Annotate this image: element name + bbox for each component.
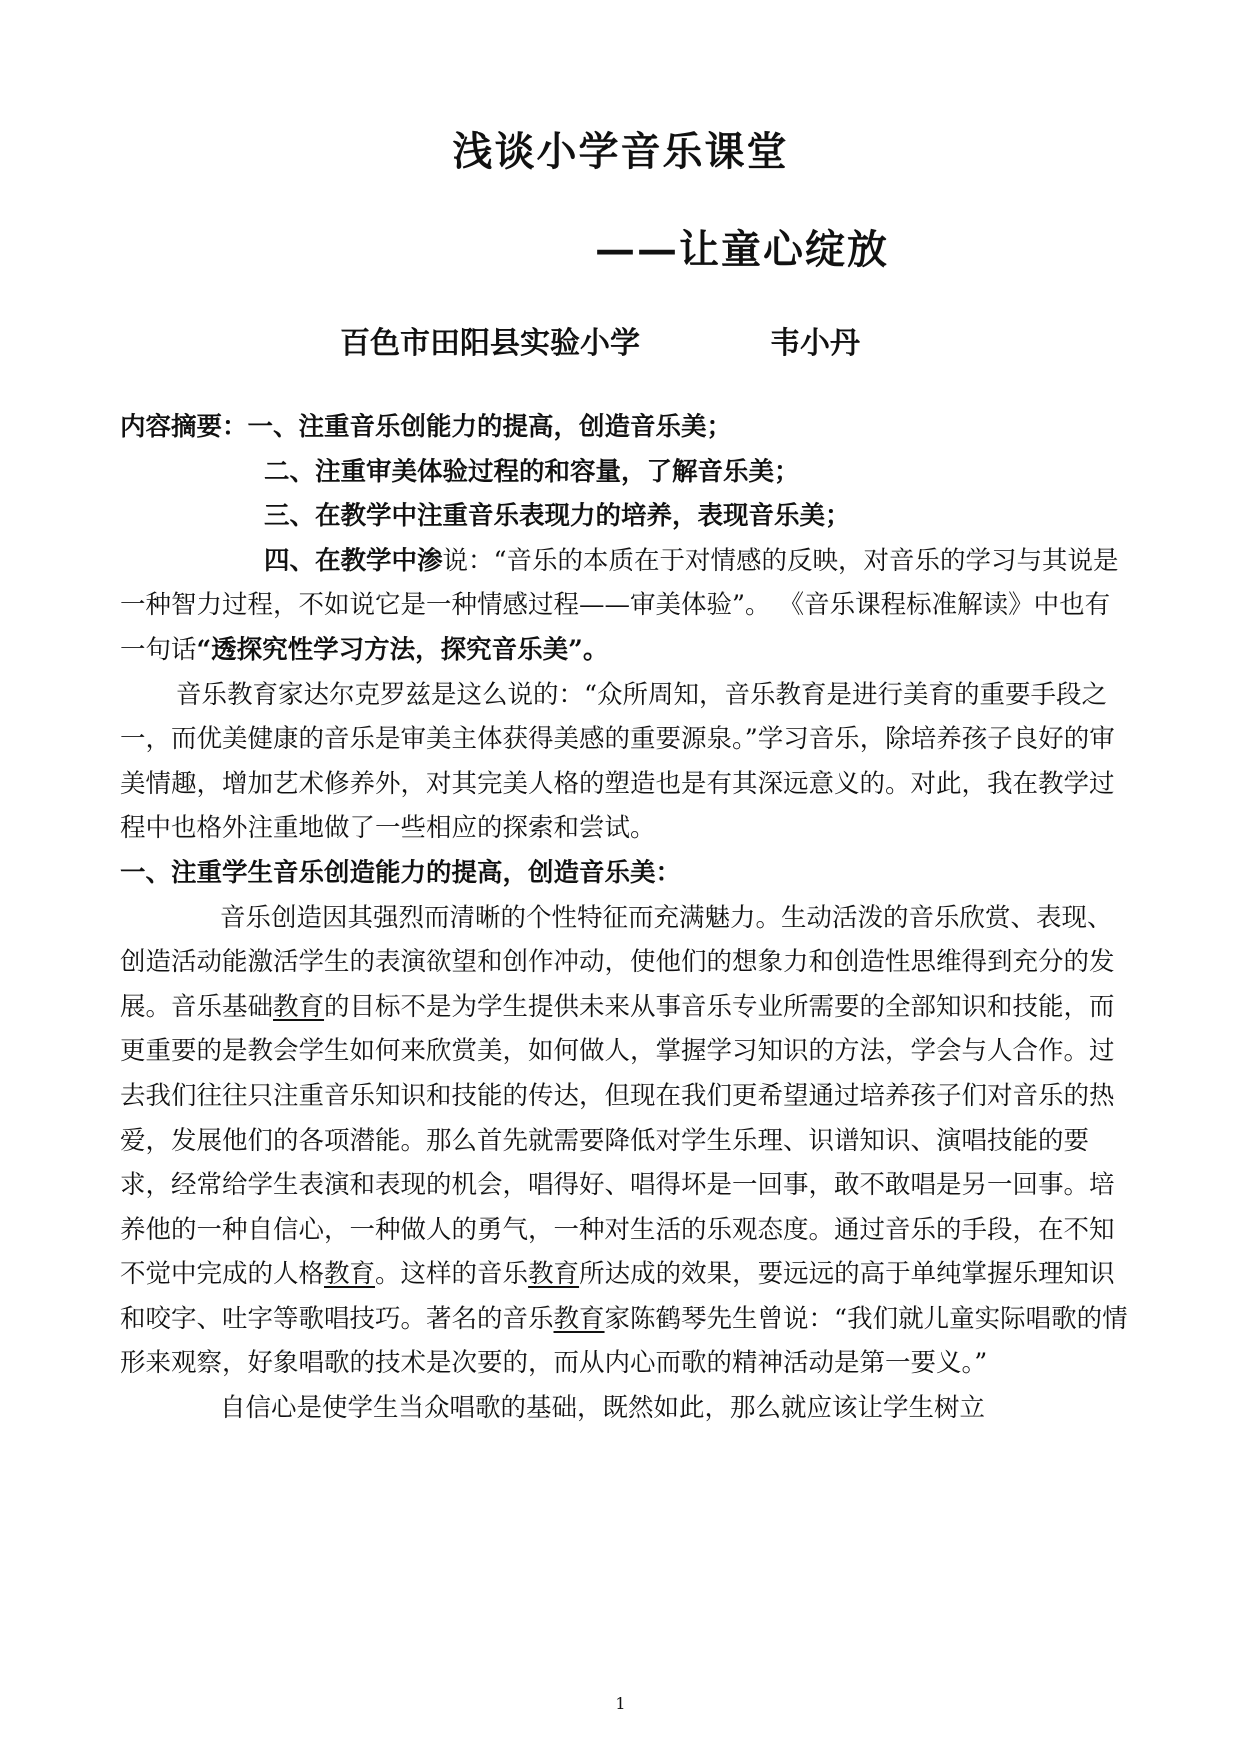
author-name: 韦小丹 <box>770 326 860 361</box>
author-school: 百色市田阳县实验小学 <box>340 326 640 361</box>
text-run: 音乐创造因其强烈而清晰的个性特征而充满魅力。生动活泼的音乐欣赏、表现、创造活动能激活学生的表演欲望和创作冲动，使他们的想象力和创造性思维得到充分的发展。音乐基础 <box>120 902 1115 1022</box>
abstract-item-4-text: 说：“音乐的本质在于对情感的反映，对音乐的学习与其说是一种智力过程，不如说它是一种情感过程——审美体验”。 《音乐课程标准解读》中也有一句话 <box>120 545 1119 665</box>
page-subtitle: ——让童心绽放 <box>595 226 889 273</box>
intro-paragraph: 音乐教育家达尔克罗兹是这么说的：“众所周知，音乐教育是进行美育的重要手段之一，而优美健康的音乐是审美主体获得美感的重要源泉。”学习音乐，除培养孩子良好的审美情趣，增加艺术修养外，对其完美人格的塑造也是有其深远意义的。对此，我在教学过程中也格外注重地做了一些相应的探索和尝试。 <box>120 679 1115 844</box>
text-run: 所达成的效果，要远远的高于单纯掌握乐理知识和咬字、吐字等歌唱技巧。著名的音乐 <box>120 1259 1115 1334</box>
abstract-item-1: 一、注重音乐创能力的提高，创造音乐美； <box>247 412 733 442</box>
abstract-item-3: 三、在教学中注重音乐表现力的培养，表现音乐美； <box>264 501 851 532</box>
underlined-term: 教育 <box>324 1259 376 1290</box>
abstract-item-4-tail: “透探究性学习方法，探究音乐美”。 <box>196 634 609 665</box>
document-body <box>120 405 1130 1431</box>
text-run: 家陈鹤琴先生曾说：“我们就儿童实际唱歌的情形来观察，好象唱歌的技术是次要的，而从内心而歌的精神活动是第一要义。” <box>120 1303 1128 1379</box>
text-run: 。这样的音乐 <box>375 1259 529 1290</box>
abstract-item-2: 二、注重审美体验过程的和容量，了解音乐美； <box>264 456 800 487</box>
abstract-label: 内容摘要： <box>120 412 248 442</box>
underlined-term: 教育 <box>553 1303 605 1334</box>
section-1-heading: 一、注重学生音乐创造能力的提高，创造音乐美： <box>120 857 682 888</box>
page-number: 1 <box>615 1694 626 1713</box>
abstract-line-1 <box>120 405 1130 450</box>
page-title: 浅谈小学音乐课堂 <box>452 128 789 175</box>
underlined-term: 教育 <box>528 1259 580 1290</box>
section-1-paragraph-1 <box>120 896 1130 1387</box>
text-run: 的目标不是为学生提供未来从事音乐专业所需要的全部知识和技能，而更重要的是教会学生如何来欣赏美，如何做人，掌握学习知识的方法，学会与人合作。过去我们往往只注重音乐知识和技能的传达，但现在我们更希望通过培养孩子们对音乐的热爱，发展他们的各项潜能。那么首先就需要降低对学生乐理、识谱知识、演唱技能的要求，经常给学生表演和表现的机会，唱得好、唱得坏是一回事，敢不敢唱是另一回事。培养他的一种自信心，一种做人的勇气，一种对生活的乐观态度。通过音乐的手段，在不知不觉中完成的人格 <box>120 991 1115 1290</box>
abstract-item-4 <box>120 539 1130 673</box>
author-line <box>340 318 860 362</box>
section-1-paragraph-2: 自信心是使学生当众唱歌的基础，既然如此，那么就应该让学生树立 <box>220 1393 986 1424</box>
underlined-term: 教育 <box>273 991 325 1022</box>
abstract-item-4-bold: 四、在教学中渗 <box>264 545 443 576</box>
